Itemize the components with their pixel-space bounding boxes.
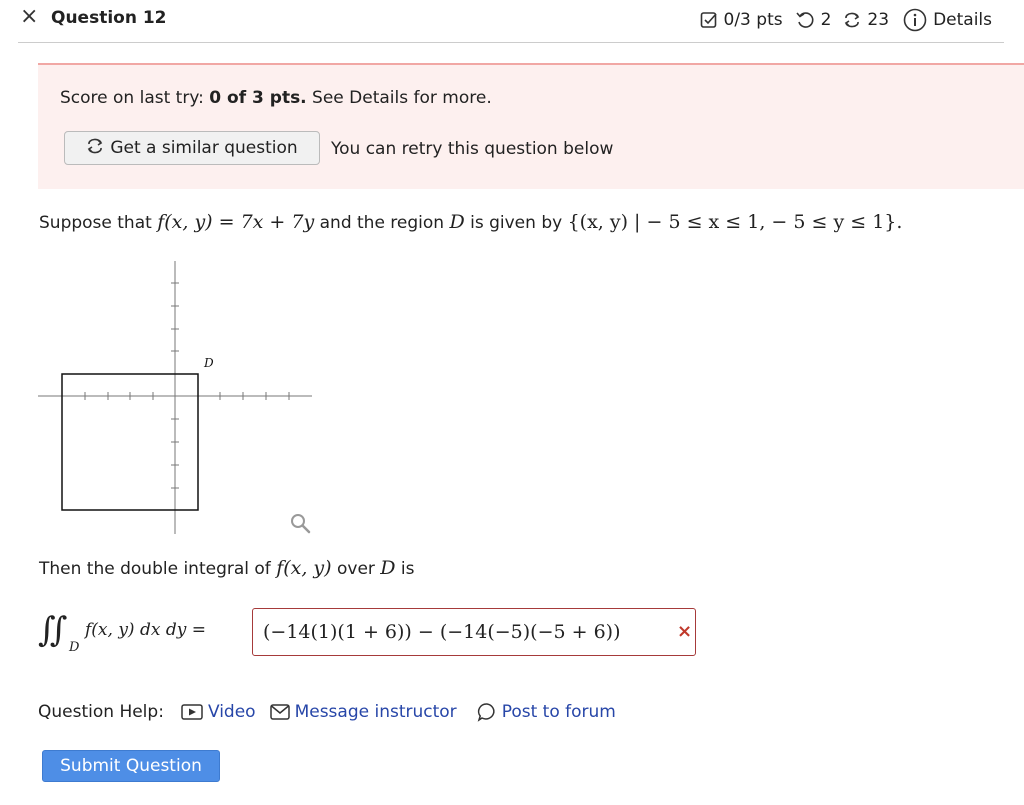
details-link[interactable]: Details: [933, 10, 992, 30]
incorrect-icon: ×: [677, 621, 693, 642]
statement-mid: and the region: [314, 213, 450, 233]
info-icon[interactable]: [903, 8, 927, 32]
retry-icon: [795, 11, 815, 29]
chat-bubble-icon: [477, 702, 497, 722]
checkbox-icon: [700, 11, 718, 29]
similar-button-label: Get a similar question: [110, 138, 298, 158]
last-score-text: [60, 88, 492, 108]
last-score-suffix: See Details for more.: [306, 88, 492, 108]
integral-expression: f(x, y) dx dy =: [85, 620, 206, 640]
forum-link-label: Post to forum: [501, 702, 616, 722]
prompt-prefix: Then the double integral of: [39, 559, 277, 579]
score-panel: [38, 63, 1024, 189]
prompt-suffix: is: [395, 559, 415, 579]
post-to-forum-link[interactable]: [477, 702, 616, 722]
region-set: {(x, y) | − 5 ≤ x ≤ 1, − 5 ≤ y ≤ 1}.: [567, 211, 903, 233]
message-link-label: Message instructor: [294, 702, 457, 722]
question-help: [38, 702, 616, 722]
video-link-label: Video: [207, 702, 256, 722]
last-score-value: 0 of 3 pts.: [209, 88, 307, 108]
answer-input[interactable]: [252, 608, 696, 656]
submit-question-button[interactable]: Submit Question: [42, 750, 220, 782]
integral-prompt: [39, 557, 415, 579]
similar-icon: [843, 11, 861, 29]
question-status-bar: [700, 8, 992, 32]
prompt-over: over: [331, 559, 381, 579]
similar-icon: [86, 137, 104, 160]
region-label: D: [204, 356, 214, 370]
prompt-region: D: [380, 557, 396, 579]
region-variable: D: [449, 211, 465, 233]
question-statement: [39, 211, 902, 233]
magnify-icon[interactable]: [289, 512, 313, 540]
retry-text: You can retry this question below: [331, 139, 614, 159]
video-icon: [181, 704, 203, 720]
header-divider: [18, 42, 1004, 43]
get-similar-question-button[interactable]: [64, 131, 320, 165]
integral-region: D: [69, 640, 80, 655]
function-definition: f(x, y) = 7x + 7y: [157, 211, 315, 233]
help-label: Question Help:: [38, 702, 164, 722]
video-link[interactable]: [181, 702, 256, 722]
statement-intro: Suppose that: [39, 213, 158, 233]
retries-count: 2: [820, 10, 832, 30]
close-icon[interactable]: ×: [20, 4, 39, 29]
question-title: Question 12: [51, 8, 167, 28]
mail-icon: [270, 704, 290, 720]
prompt-function: f(x, y): [276, 557, 332, 579]
region-graph: [38, 258, 318, 538]
answer-value: (−14(1)(1 + 6)) − (−14(−5)(−5 + 6)): [263, 621, 621, 643]
message-instructor-link[interactable]: [270, 702, 457, 722]
statement-given: is given by: [464, 213, 568, 233]
similar-count: 23: [867, 10, 890, 30]
last-score-prefix: Score on last try:: [60, 88, 210, 108]
integral-sign: ∫∫: [38, 610, 62, 650]
score-value: 0/3 pts: [723, 10, 783, 30]
